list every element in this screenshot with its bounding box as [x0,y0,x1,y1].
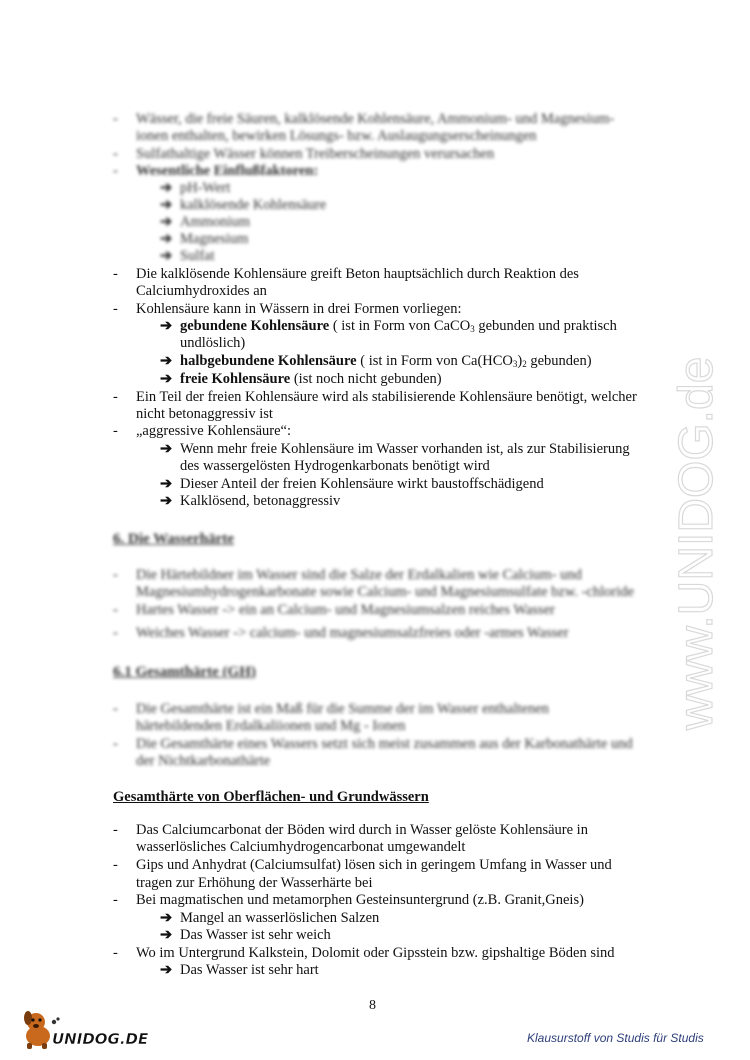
paragraph-line: Calciumhydroxides an [136,283,267,299]
logo-text: UNIDOG.DE [52,1030,148,1048]
sub-item: Das Wasser ist sehr weich [180,927,331,943]
factor-item: Magnesium [180,231,249,247]
blurred-line: Die Gesamthärte ist ein Maß für die Summe der im Wasser enthaltenen [136,701,549,717]
subsection-heading: Gesamthärte von Oberflächen- und Grundwässern [113,789,429,805]
paragraph-line: tragen zur Erhöhung der Wasserhärte bei [136,875,373,891]
arrow-icon: ➔ [160,962,173,978]
arrow-icon: ➔ [160,180,173,196]
paragraph-line: Die kalklösende Kohlensäure greift Beton hauptsächlich durch Reaktion des [136,266,579,282]
page-number: 8 [369,998,376,1013]
paragraph-line: Kohlensäure kann in Wässern in drei Formen vorliegen: [136,301,462,317]
paragraph-line: Wo im Untergrund Kalkstein, Dolomit oder Gipsstein bzw. gipshaltige Böden sind [136,945,615,961]
paragraph-line: Gips und Anhydrat (Calciumsulfat) lösen sich in geringem Umfang in Wasser und [136,857,612,873]
footer-slogan: Klausurstoff von Studis für Studis [527,1031,704,1045]
factor-item: kalklösende Kohlensäure [180,197,327,213]
form-item-cont: undlöslich) [180,335,246,351]
dog-icon [24,1011,50,1049]
arrow-icon: ➔ [160,476,173,492]
factor-item: pH-Wert [180,180,231,196]
sub-item: des wassergelösten Hydrogenkarbonats benötigt wird [180,458,490,474]
sub-item: Mangel an wasserlöslichen Salzen [180,910,380,926]
arrow-icon: ➔ [160,214,173,230]
paragraph-line: Das Calciumcarbonat der Böden wird durch in Wasser gelöste Kohlensäure in [136,822,588,838]
blurred-line: der Nichtkarbonathärte [136,753,271,769]
arrow-icon: ➔ [160,371,173,387]
paragraph-line: Ein Teil der freien Kohlensäure wird als stabilisierende Kohlensäure benötigt, welcher [136,389,637,405]
factor-item: Ammonium [180,214,251,230]
paragraph-line: nicht betonaggressiv ist [136,406,273,422]
blurred-line: Magnesiumhydrogenkarbonate sowie Calcium- und Magnesiumsulfate bzw. -chloride [136,584,634,600]
document-page: - Wässer, die freie Säuren, kalklösende Kohlensäure, Ammonium- und Magnesium- ionen enthalten, bewirken Lösungs- bzw. Auslaugungserscheinungen - Sulfathaltige Wässer können Treiberscheinungen verursachen - Wesentliche Einflußfaktoren: ➔ pH-Wert ➔ kalklösende Kohlensäure ➔ Ammonium ➔ Magnesium ➔ Sulfat - Die kalklösende Kohlensäure greift Beton hauptsächlich durch Reaktion des Calciumhydroxides an - Kohlensäure kann in Wässern in drei Formen vorliegen: ➔ gebundene Kohlensäure ( ist in Form von CaCO$_3$ gebunden und praktisch undlöslich) ➔ halbgebundene Kohlensäure ( ist in Form von $Ca(HCO_3)_2$ gebunden) ➔ freie Kohlensäure (ist noch nicht gebunden) - Ein Teil der freien Kohlensäure wird als stabilisierende Kohlensäure benötigt, welcher nicht betonaggressiv ist - „aggressive Kohlensäure“: ➔ Wenn mehr freie Kohlensäure im Wasser vorhanden ist, als zur Stabilisierung des wassergelösten Hydrogenkarbonats benötigt wird ➔ Dieser Anteil der freien Kohlensäure wirkt baustoffschädigend ➔ Kalklösend, betonaggressiv 6. Die Wasserhärte - Die Härtebildner im Wasser sind die Salze der Erdalkalien wie Calcium- und Magnesiumhydrogenkarbonate sowie Calcium- und Magnesiumsulfate bzw. -chloride - Hartes Wasser -> ein an Calcium- und Magnesiumsalzen reiches Wasser - Weiches Wasser -> calcium- und magnesiumsalzfreies oder -armes Wasser 6.1 Gesamthärte (GH) - Die Gesamthärte ist ein Maß für die Summe der im Wasser enthaltenen härtebildenden Erdalkaliionen und Mg - Ionen - Die Gesamthärte eines Wassers setzt sich meist zusammen aus der Karbonathärte und der Nichtkarbonathärte Gesamthärte von Oberflächen- und Grundwässern - Das Calciumcarbonat der Böden wird durch in Wasser gelöste Kohlensäure in wasserlösliches Calciumhydrogencarbonat umgewandelt - Gips und Anhydrat (Calciumsulfat) lösen sich in geringem Umfang in Wasser und tragen zur Erhöhung der Wasserhärte bei - Bei magmatischen und metamorphen Gesteinsuntergrund (z.B. Granit,Gneis) ➔ Mangel an wasserlöslichen Salzen ➔ Das Wasser ist sehr weich - Wo im Untergrund Kalkstein, Dolomit oder Gipsstein bzw. gipshaltige Böden sind ➔ Das Wasser ist sehr hart www.UNIDOG.de 8 UNIDOG.DE Klausurstoff von Studis für Studis [0,0,750,1060]
blurred-line: ionen enthalten, bewirken Lösungs- bzw. Auslaugungserscheinungen [136,128,537,144]
blurred-line: Die Härtebildner im Wasser sind die Salze der Erdalkalien wie Calcium- und [136,567,582,583]
blurred-line: Wässer, die freie Säuren, kalklösende Kohlensäure, Ammonium- und Magnesium- [136,111,615,127]
arrow-icon: ➔ [160,353,173,369]
watermark-text: www.UNIDOG.de [670,356,723,730]
arrow-icon: ➔ [160,910,173,926]
watermark [650,280,750,740]
blurred-line: Die Gesamthärte eines Wassers setzt sich meist zusammen aus der Karbonathärte und [136,736,633,752]
sub-item: Kalklösend, betonaggressiv [180,493,341,509]
paragraph-line: wasserlösliches Calciumhydrogencarbonat umgewandelt [136,839,466,855]
sub-item: Dieser Anteil der freien Kohlensäure wirkt baustoffschädigend [180,476,544,492]
form-item-halfbound: halbgebundene Kohlensäure ( ist in Form von $Ca(HCO_3)_2$ gebunden) [180,353,592,369]
blurred-line: härtebildenden Erdalkaliionen und Mg - Ionen [136,718,406,734]
section-heading: 6. Die Wasserhärte [113,531,234,547]
blurred-line: Sulfathaltige Wässer können Treiberscheinungen verursachen [136,146,495,162]
arrow-icon: ➔ [160,927,173,943]
arrow-icon: ➔ [160,197,173,213]
sub-item: Wenn mehr freie Kohlensäure im Wasser vorhanden ist, als zur Stabilisierung [180,441,630,457]
blurred-line: Weiches Wasser -> calcium- und magnesiumsalzfreies oder -armes Wasser [136,625,569,641]
factor-item: Sulfat [180,248,215,264]
blurred-line: Hartes Wasser -> ein an Calcium- und Magnesiumsalzen reiches Wasser [136,602,555,618]
arrow-icon: ➔ [160,248,173,264]
form-item-free: freie Kohlensäure (ist noch nicht gebunden) [180,371,442,387]
blurred-line: Wesentliche Einflußfaktoren: [136,163,319,179]
form-item-bound: gebundene Kohlensäure ( ist in Form von CaCO$_3$ gebunden und praktisch [180,318,617,334]
sub-item: Das Wasser ist sehr hart [180,962,319,978]
arrow-icon: ➔ [160,493,173,509]
arrow-icon: ➔ [160,231,173,247]
section-heading: 6.1 Gesamthärte (GH) [113,664,256,680]
arrow-icon: ➔ [160,441,173,457]
unidog-logo [18,1008,148,1052]
paragraph-line: „aggressive Kohlensäure“: [136,423,292,439]
paragraph-line: Bei magmatischen und metamorphen Gesteinsuntergrund (z.B. Granit,Gneis) [136,892,584,908]
arrow-icon: ➔ [160,318,173,334]
